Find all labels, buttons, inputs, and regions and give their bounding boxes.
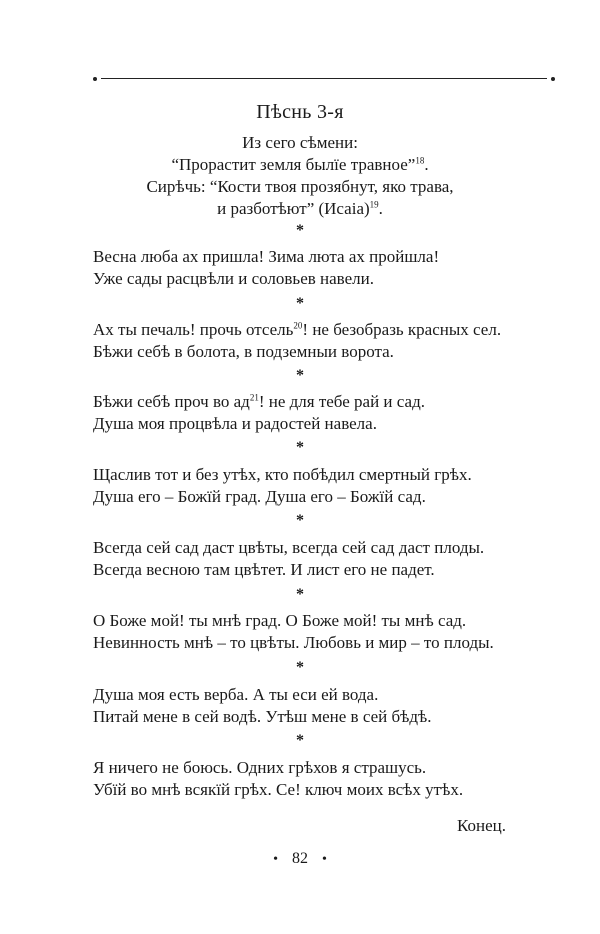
ending-text: Конец. [457,816,506,835]
rule-dot-left [93,77,97,81]
verse-line: Щаслив тот и без утѣх, кто побѣдил смертный грѣх. [93,465,472,484]
stanza [93,684,563,728]
stanza [93,319,563,363]
epigraph-line: Из сего сѣмени: [242,133,358,152]
stanza [93,610,563,654]
epigraph [0,132,600,220]
page-footer [0,850,600,868]
stanza-separator: * [296,222,304,239]
verse-line: Всегда сей сад даст цвѣты, всегда сей сад даст плоды. [93,538,485,557]
stanza [93,464,563,508]
verse-line: Душа моя процвѣла и радостей навела. [93,414,377,433]
epigraph-line: Сирѣчь: “Кости твоя прозябнут, яко трава, [146,177,454,196]
verse-line: Уже сады расцвѣли и соловьев навели. [93,269,374,288]
page-number: 82 [292,850,308,867]
verse-line: Всегда весною там цвѣтет. И лист его не падет. [93,560,435,579]
verse-line: Бѣжи себѣ в болота, в подземныи ворота. [93,342,394,361]
stanza-separator: * [296,512,304,529]
footnote-ref: 20 [293,320,303,331]
verse-line: Весна люба ах пришла! Зима люта ах пройшла! [93,247,440,266]
verse-line: Я ничего не боюсь. Одних грѣхов я страшусь. [93,758,427,777]
epigraph-line: “Прорастит земля былїе травное”$^{18}$. [171,155,429,174]
verse-line: Питай мене в сей водѣ. Утѣш мене в сей бѣдѣ. [93,707,432,726]
verse-line: Бѣжи себѣ проч во $ад^{21}$! не для тебе рай и сад. [93,392,425,411]
rule-dot-right [551,77,555,81]
top-rule [93,76,555,82]
epigraph-line: и разботѣют” (Исаiа)$^{19}$. [217,199,383,218]
stanza-separator: * [296,732,304,749]
stanza [93,246,563,290]
stanza [93,391,563,435]
verse-line: Душа его – Божїй град. Душа его – Божїй сад. [93,487,426,506]
stanza [93,757,563,801]
stanza-separator: * [296,586,304,603]
chapter-title: Пѣснь 3-я [256,101,344,123]
stanza-separator: * [296,295,304,312]
verse-line: Ах ты печаль! прочь отсель$^{20}$! не безобразь красных сел. [93,320,502,339]
stanza-separator: * [296,367,304,384]
footnote-ref: 18 [415,155,425,166]
stanza-separator: * [296,439,304,456]
stanza [93,537,563,581]
rule-line [101,78,547,79]
stanza-separator: * [296,659,304,676]
verse-line: Невинность мнѣ – то цвѣты. Любовь и мир – то плоды. [93,633,494,652]
bullet-icon: • [273,852,278,867]
verse-line: Душа моя есть верба. А ты еси ей вода. [93,685,379,704]
footnote-ref: 19 [369,199,379,210]
verse-line: Убїй во мнѣ всякїй грѣх. Се! ключ моих всѣх утѣх. [93,780,464,799]
verse-line: О Боже мой! ты мнѣ град. О Боже мой! ты мнѣ сад. [93,611,467,630]
footnote-ref: 21 [249,392,259,403]
bullet-icon: • [322,852,327,867]
